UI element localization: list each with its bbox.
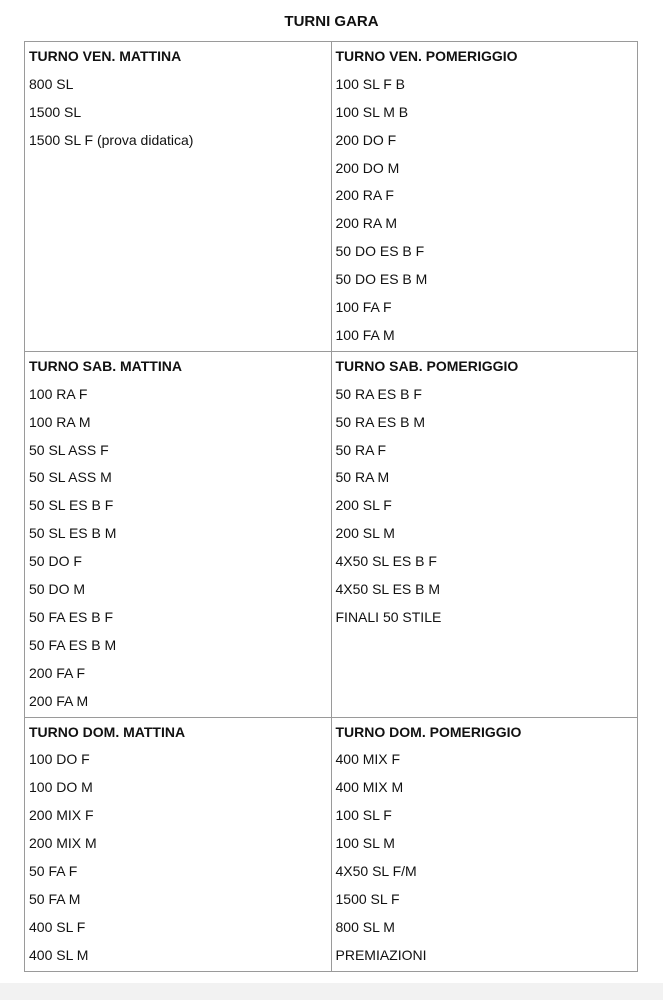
event-item: 50 RA ES B M [335, 413, 425, 430]
event-item: 50 DO F [29, 553, 82, 570]
event-item: 200 DO M [335, 159, 400, 176]
event-item: 50 SL ASS M [29, 469, 112, 486]
event-item: 800 SL M [335, 918, 395, 935]
event-item: 50 RA F [335, 441, 387, 458]
event-item: 50 DO ES B M [335, 271, 428, 288]
event-item: 400 SL F [29, 918, 86, 935]
event-item: 50 FA ES B M [29, 636, 117, 653]
event-item: 100 FA F [335, 299, 392, 316]
session-row-saturday [25, 351, 638, 717]
event-item: 100 SL M B [335, 103, 409, 120]
session-heading: TURNO SAB. MATTINA [29, 357, 182, 374]
event-item: 100 RA F [29, 385, 88, 402]
event-item: 100 DO M [29, 779, 93, 796]
page-bottom-margin [0, 983, 663, 1000]
event-item: 200 FA F [29, 664, 86, 681]
event-item: 200 DO F [335, 131, 397, 148]
cell-saturday-afternoon [331, 351, 638, 717]
event-item: 4X50 SL ES B F [335, 553, 437, 570]
cell-friday-morning [25, 42, 332, 352]
event-item: 50 SL ES B F [29, 497, 114, 514]
event-item: 50 RA M [335, 469, 390, 486]
event-item: 4X50 SL ES B M [335, 581, 441, 598]
event-item: 100 DO F [29, 751, 90, 768]
event-item: 4X50 SL F/M [335, 863, 417, 880]
event-item: 200 FA M [29, 692, 89, 709]
event-item: 400 SL M [29, 946, 89, 963]
event-item: 1500 SL [29, 103, 82, 120]
cell-sunday-morning [25, 717, 332, 971]
schedule-table [24, 41, 638, 972]
event-item: 200 SL M [335, 525, 395, 542]
event-item: 400 MIX M [335, 779, 404, 796]
event-item: 50 RA ES B F [335, 385, 422, 402]
session-row-friday [25, 42, 638, 352]
session-heading: TURNO SAB. POMERIGGIO [335, 357, 519, 374]
event-item: 50 SL ES B M [29, 525, 117, 542]
event-item: 50 DO ES B F [335, 243, 425, 260]
event-item: 1500 SL F (prova didatica) [29, 131, 194, 148]
event-item: 100 SL F B [335, 75, 406, 92]
event-item: 100 RA M [29, 413, 91, 430]
event-item: 50 FA M [29, 890, 81, 907]
session-heading: TURNO VEN. MATTINA [29, 48, 182, 64]
event-item: 100 FA M [335, 326, 395, 343]
event-item: FINALI 50 STILE [335, 608, 442, 625]
event-item: 100 SL M [335, 835, 395, 852]
cell-sunday-afternoon [331, 717, 638, 971]
document-title: TURNI GARA [284, 13, 379, 30]
event-item: 200 MIX F [29, 807, 94, 824]
event-item: 800 SL [29, 75, 74, 92]
session-heading: TURNO DOM. MATTINA [29, 723, 186, 740]
event-item: 200 SL F [335, 497, 392, 514]
event-item: 50 DO M [29, 581, 86, 598]
event-item: PREMIAZIONI [335, 946, 427, 963]
session-row-sunday [25, 717, 638, 971]
event-item: 200 MIX M [29, 835, 97, 852]
session-heading: TURNO DOM. POMERIGGIO [335, 723, 522, 740]
event-item: 200 RA F [335, 187, 394, 204]
event-item: 50 FA F [29, 863, 78, 880]
session-heading: TURNO VEN. POMERIGGIO [335, 48, 518, 64]
cell-saturday-morning [25, 351, 332, 717]
event-item: 400 MIX F [335, 751, 401, 768]
event-item: 50 SL ASS F [29, 441, 109, 458]
event-item: 1500 SL F [335, 890, 400, 907]
event-item: 200 RA M [335, 215, 397, 232]
event-item: 100 SL F [335, 807, 392, 824]
event-item: 50 FA ES B F [29, 608, 114, 625]
cell-friday-afternoon [331, 42, 638, 352]
